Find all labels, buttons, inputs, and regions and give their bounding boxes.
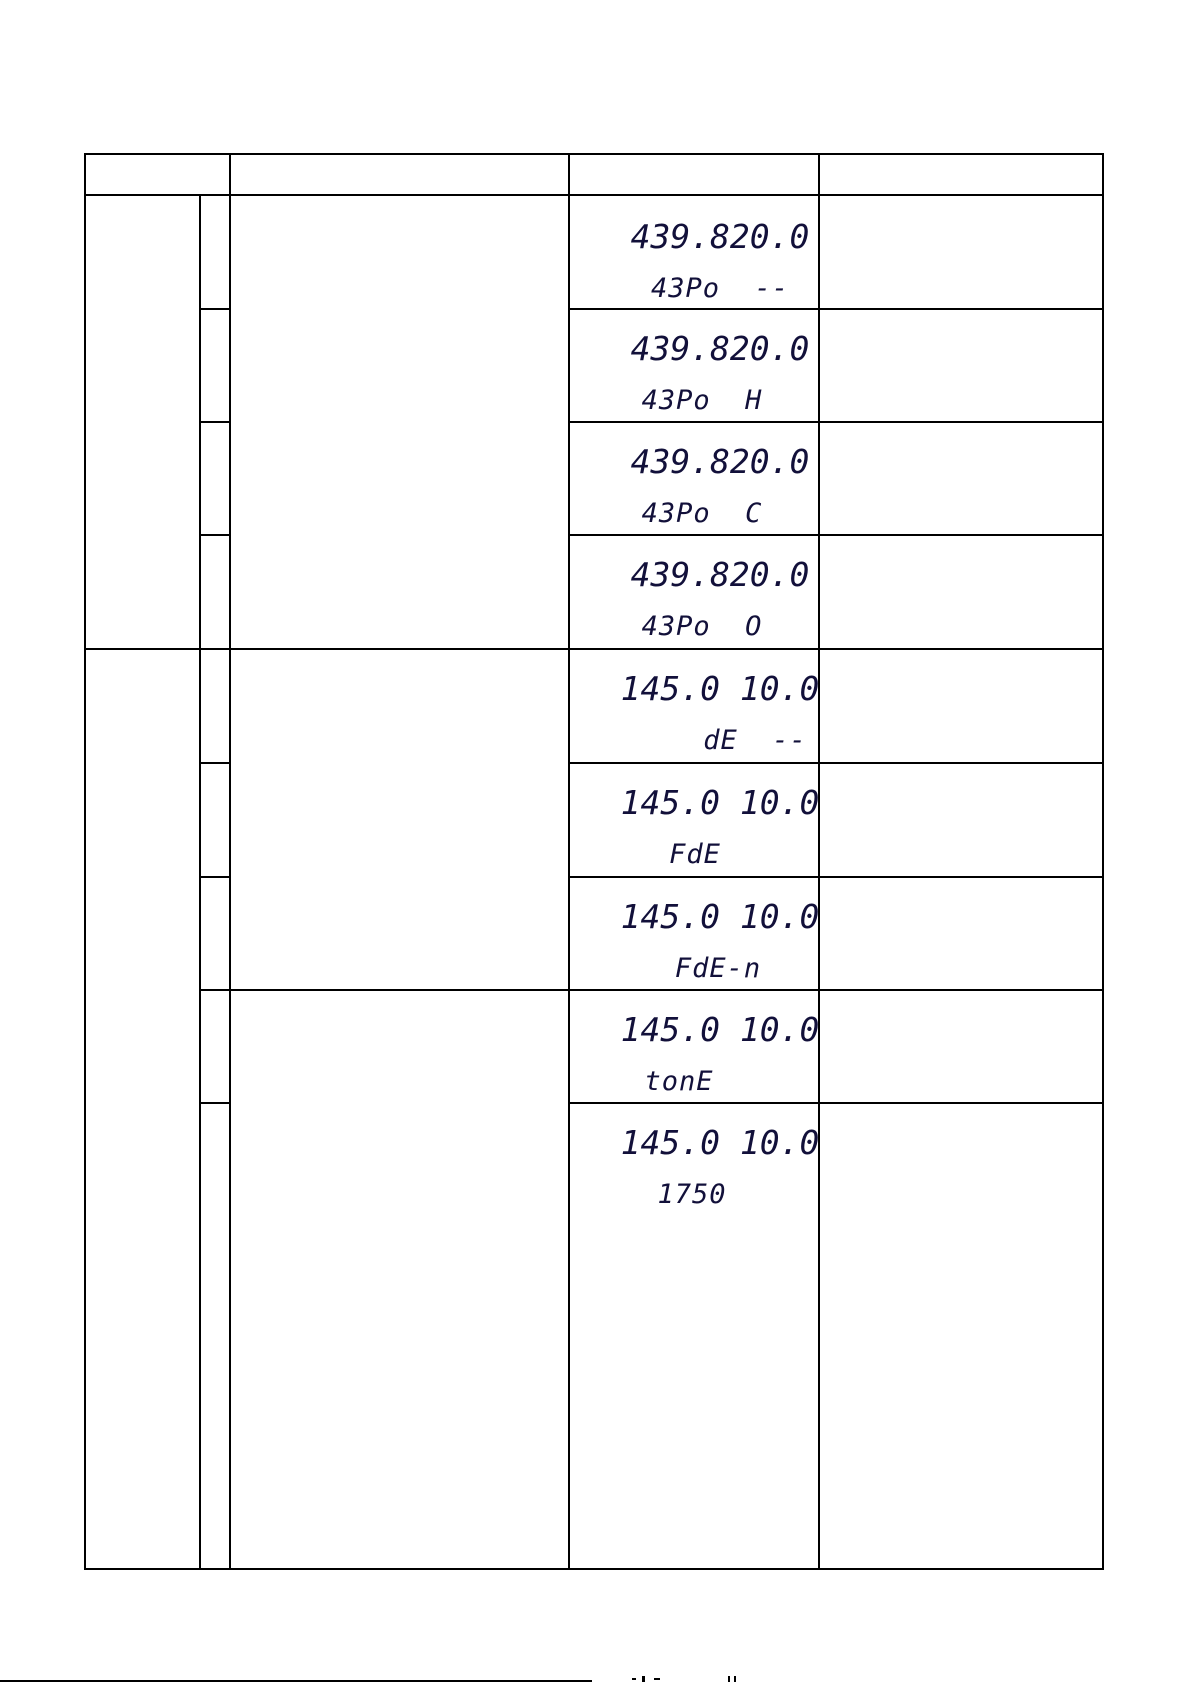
- lcd-display: [570, 536, 818, 649]
- lcd-sub-readout: 43Po --: [650, 273, 790, 304]
- lcd-sub-readout: 43Po H: [641, 385, 763, 416]
- lcd-main-readout: 439.820.0: [630, 217, 810, 256]
- column-divider-4: [818, 153, 820, 1570]
- lcd-main-readout: 145.0 10.0: [620, 1123, 820, 1162]
- lcd-sub-readout: 1750: [657, 1179, 727, 1210]
- lcd-display: [570, 764, 818, 877]
- lcd-display: [570, 423, 818, 536]
- lcd-display: [570, 198, 818, 311]
- page-footer-rule: [0, 1680, 592, 1682]
- lcd-main-readout: 145.0 10.0: [620, 1010, 820, 1049]
- lcd-sub-readout: tonE: [644, 1066, 714, 1097]
- row-divider: [199, 762, 231, 764]
- header-divider: [84, 194, 1104, 196]
- row-divider: [199, 1102, 231, 1104]
- lcd-main-readout: 145.0 10.0: [620, 897, 820, 936]
- lcd-display: [570, 310, 818, 423]
- column-divider-1: [199, 194, 201, 1570]
- lcd-main-readout: 439.820.0: [630, 555, 810, 594]
- lcd-sub-readout: 43Po O: [641, 611, 763, 642]
- lcd-sub-readout: 43Po C: [641, 498, 763, 529]
- row-divider: [199, 876, 231, 878]
- lcd-main-readout: 439.820.0: [630, 442, 810, 481]
- lcd-display: [570, 650, 818, 763]
- row-divider: [199, 421, 231, 423]
- footer-marks: [632, 1676, 752, 1682]
- lcd-sub-readout: dE --: [703, 725, 807, 756]
- lcd-main-readout: 145.0 10.0: [620, 669, 820, 708]
- lcd-main-readout: 145.0 10.0: [620, 783, 820, 822]
- lcd-display: [570, 991, 818, 1104]
- lcd-main-readout: 439.820.0: [630, 329, 810, 368]
- lcd-sub-readout: FdE-n: [674, 953, 762, 984]
- lcd-display: [570, 1104, 818, 1217]
- row-divider: [199, 534, 231, 536]
- lcd-display: [570, 878, 818, 991]
- lcd-sub-readout: FdE: [669, 839, 721, 870]
- column-divider-2: [229, 153, 231, 1570]
- row-divider: [199, 308, 231, 310]
